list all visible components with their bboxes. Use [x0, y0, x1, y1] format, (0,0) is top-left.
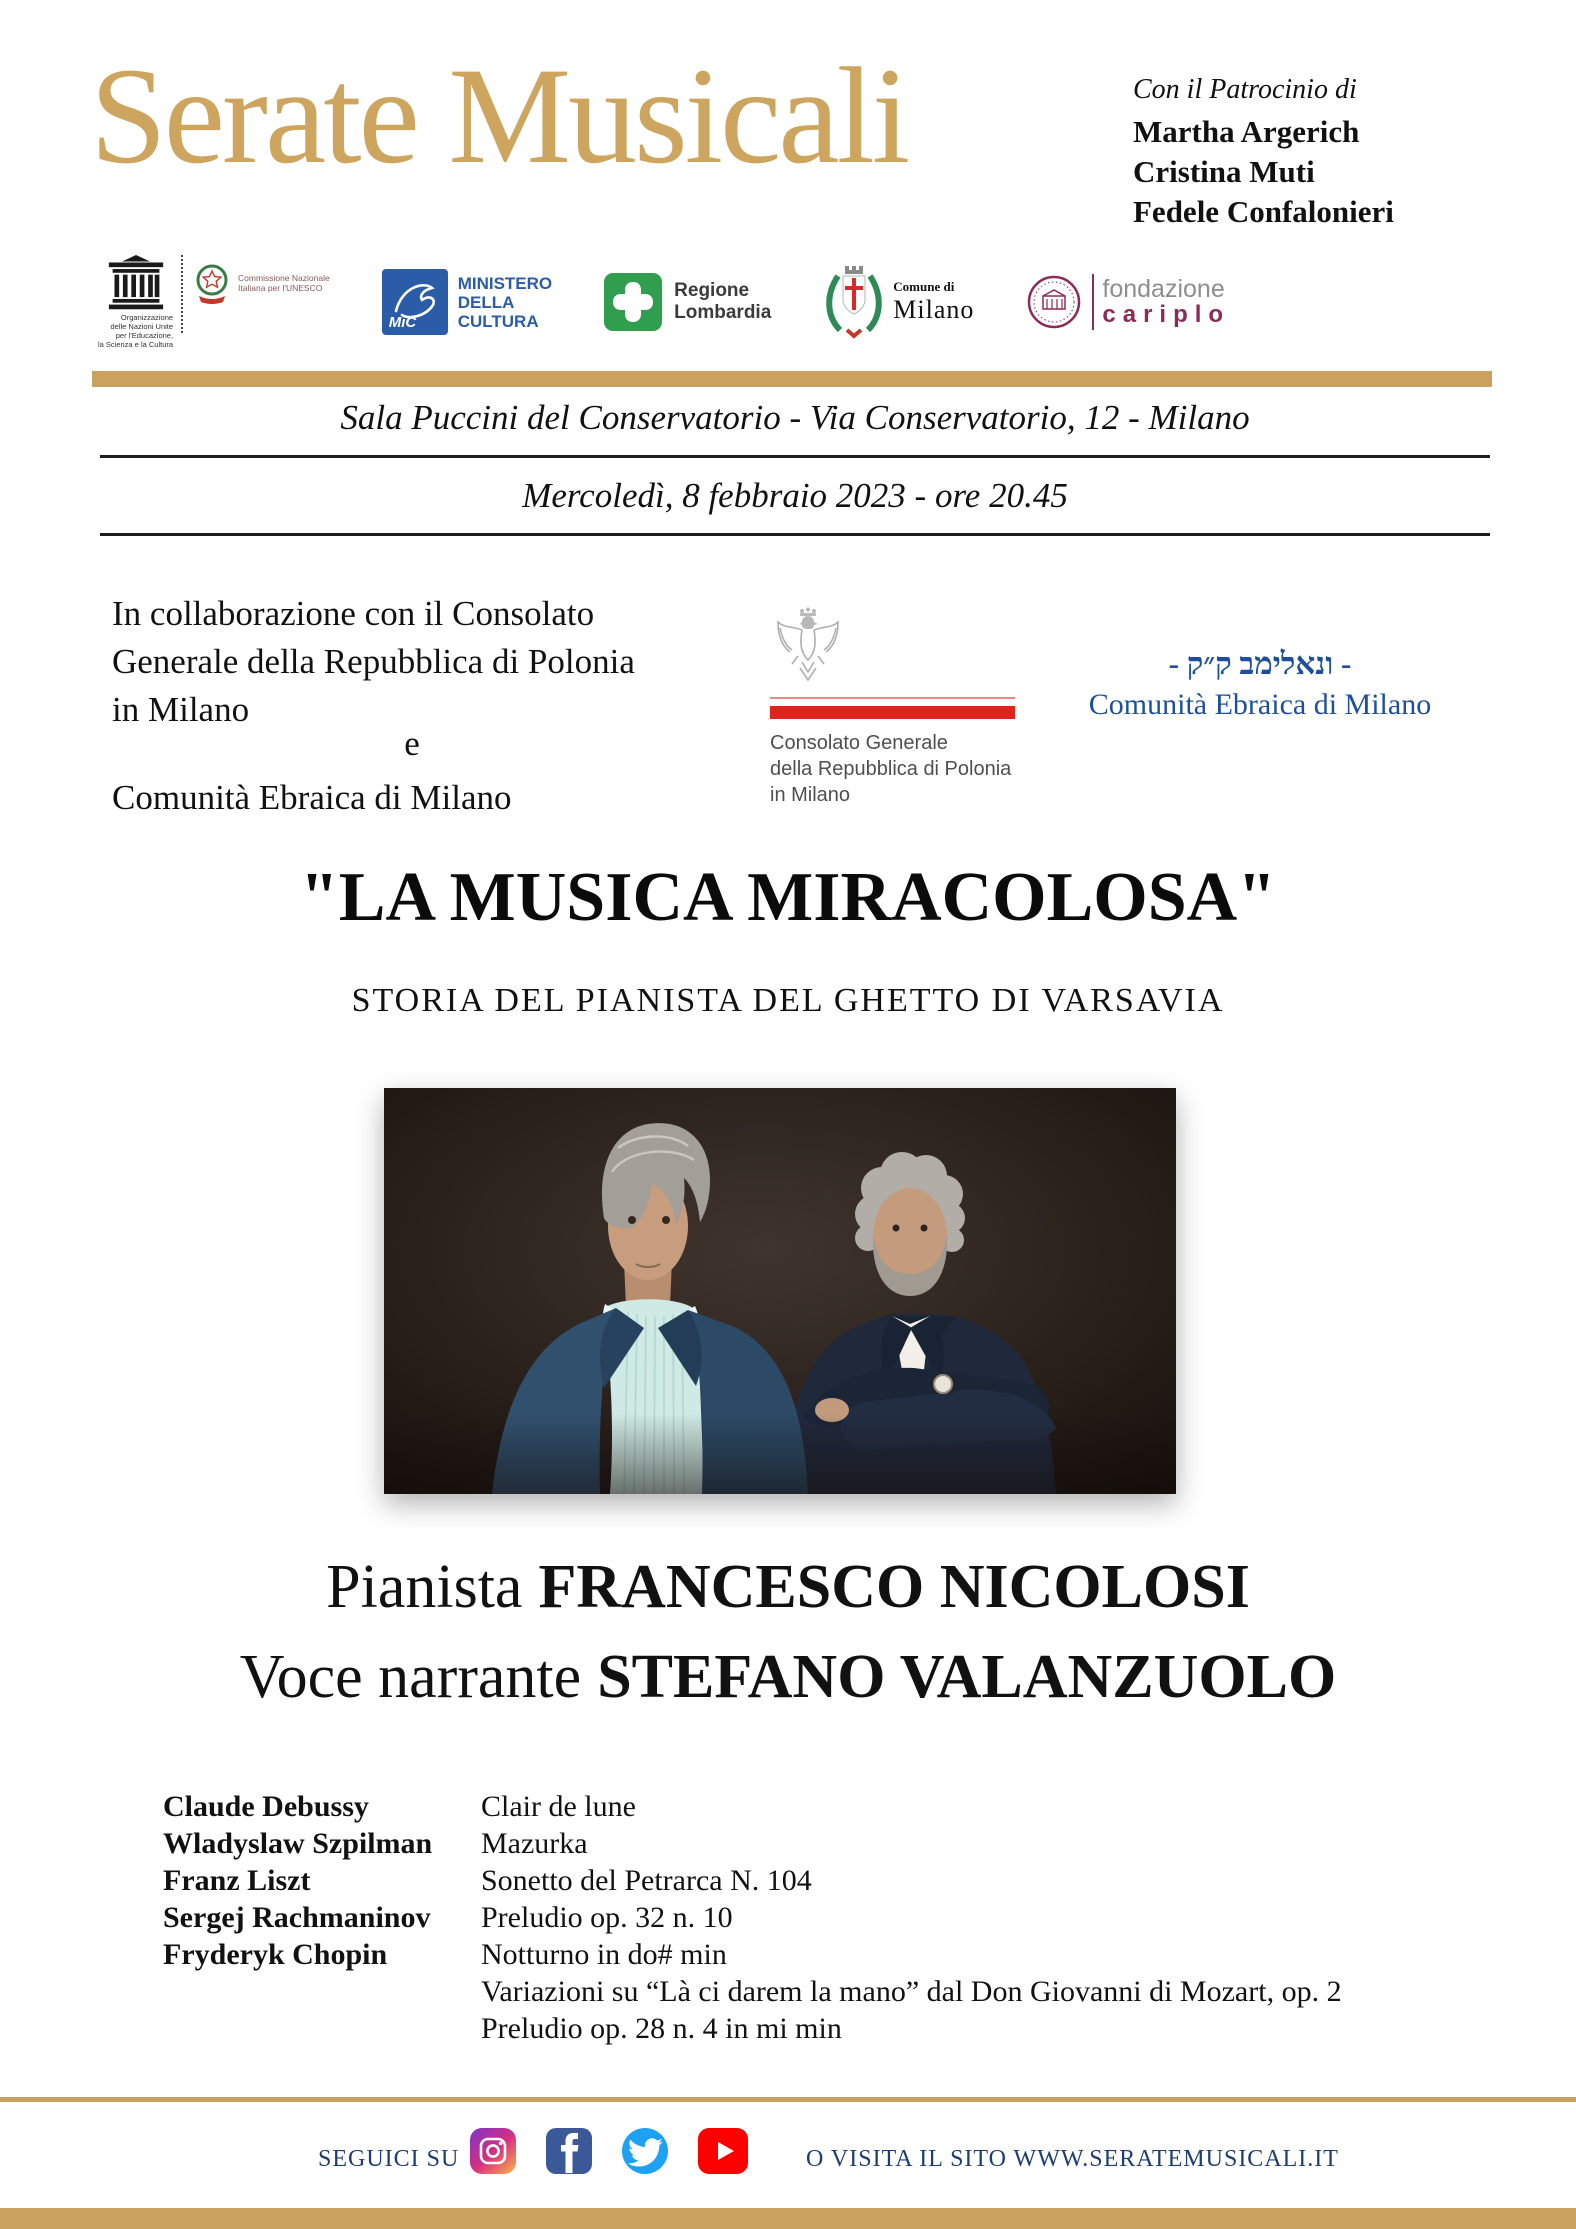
- divider-rule: [100, 533, 1490, 536]
- program-list: [163, 1788, 1342, 2047]
- program-piece: Variazioni su “Là ci darem la mano” dal Don Giovanni di Mozart, op. 2: [481, 1975, 1342, 2008]
- gold-rule-footer: [0, 2097, 1576, 2102]
- collaboration-text: In collaborazione con il Consolato Generale della Repubblica di Polonia in Milano: [112, 594, 635, 729]
- partner-logos-row: [98, 256, 1230, 348]
- performer-role: Pianista: [326, 1553, 523, 1621]
- performer-role: Voce narrante: [239, 1643, 582, 1711]
- comunita-ebraica-logo: [1080, 646, 1440, 722]
- social-icons-row: [470, 2128, 748, 2174]
- italy-emblem-icon: [191, 261, 233, 307]
- unesco-org-text: per l'Educazione,: [115, 331, 174, 340]
- unesco-commission-text: Italiana per l'UNESCO: [238, 283, 323, 293]
- comune-label: Comune di: [893, 279, 955, 294]
- program-piece: Notturno in do# min: [481, 1938, 727, 1971]
- mic-badge-label: MiC: [388, 314, 417, 331]
- comune-label: Milano: [893, 295, 975, 324]
- program-piece: Preludio op. 32 n. 10: [481, 1901, 733, 1934]
- event-title: "LA MUSICA MIRACOLOSA": [299, 859, 1277, 936]
- cariplo-label: fondazione: [1102, 275, 1225, 303]
- cariplo-divider: [1092, 274, 1094, 330]
- program-piece: Sonetto del Petrarca N. 104: [481, 1864, 812, 1897]
- unesco-org-text: delle Nazioni Unite: [110, 322, 174, 331]
- gold-rule-top: [92, 371, 1492, 387]
- instagram-icon[interactable]: [470, 2128, 516, 2174]
- comunita-ebraica-label: Comunità Ebraica di Milano: [1088, 688, 1432, 721]
- program-composer: Franz Liszt: [163, 1864, 311, 1897]
- unesco-commission-text: Commissione Nazionale: [238, 273, 330, 283]
- event-subtitle: STORIA DEL PIANISTA DEL GHETTO DI VARSAVIA: [351, 982, 1225, 1019]
- rosa-camuna-icon: [604, 273, 662, 331]
- regione-label: Regione: [674, 280, 750, 301]
- unesco-logo: [98, 255, 330, 349]
- ministero-label: MINISTERO: [457, 273, 553, 293]
- follow-us-label: SEGUICI SU: [318, 2146, 460, 2172]
- program-composer: Sergej Rachmaninov: [163, 1901, 431, 1934]
- website-label: O VISITA IL SITO WWW.SERATEMUSICALI.IT: [806, 2146, 1339, 2172]
- twitter-icon[interactable]: [622, 2128, 668, 2174]
- program-composer: [163, 1973, 481, 2010]
- venue-line: Sala Puccini del Conservatorio - Via Conservatorio, 12 - Milano: [340, 398, 1250, 437]
- divider-rule: [100, 455, 1490, 458]
- program-piece: Mazurka: [481, 1827, 588, 1860]
- performer-line-pianist: [0, 1552, 1576, 1623]
- cariplo-label: cariplo: [1102, 301, 1231, 328]
- patron-name: Martha Argerich: [1133, 114, 1360, 149]
- unesco-org-text: Organizzazione: [120, 313, 174, 322]
- cariplo-seal-icon: [1026, 274, 1082, 330]
- comune-milano-logo: [823, 264, 974, 340]
- gold-band-bottom: [0, 2208, 1576, 2229]
- milano-crest-icon: [823, 264, 885, 340]
- program-composer: [163, 2010, 481, 2047]
- collaboration-second-partner: Comunità Ebraica di Milano: [112, 778, 512, 817]
- youtube-icon[interactable]: [698, 2128, 748, 2174]
- ministero-label: DELLA: [457, 292, 515, 312]
- unesco-org-text: la Scienza e la Cultura: [98, 340, 174, 349]
- patron-name: Fedele Confalonieri: [1133, 194, 1394, 229]
- ministero-label: CULTURA: [457, 311, 539, 331]
- performers-photo: [384, 1088, 1176, 1494]
- regione-lombardia-logo: [604, 273, 771, 331]
- serate-musicali-logo: Serate Musicali: [90, 39, 908, 192]
- ministero-cultura-logo: [382, 269, 552, 335]
- datetime-line: Mercoledì, 8 febbraio 2023 - ore 20.45: [522, 476, 1068, 515]
- hebrew-text: - ק״ק במילאנו -: [1168, 646, 1352, 681]
- mic-icon: [382, 269, 448, 335]
- polish-eagle-icon: [772, 606, 844, 684]
- polish-flag-thin-stripe: [770, 697, 1015, 699]
- unesco-dotted-divider: [181, 255, 183, 333]
- program-composer: Fryderyk Chopin: [163, 1938, 388, 1971]
- patron-name: Cristina Muti: [1133, 154, 1315, 189]
- program-composer: Claude Debussy: [163, 1790, 369, 1823]
- program-composer: Wladyslaw Szpilman: [163, 1827, 433, 1860]
- patronage-block: [1133, 74, 1394, 232]
- patronage-label: Con il Patrocinio di: [1133, 74, 1357, 105]
- collaboration-conjunction: e: [404, 724, 420, 763]
- program-piece: Preludio op. 28 n. 4 in mi min: [481, 2012, 842, 2045]
- unesco-temple-icon: [106, 255, 166, 313]
- program-piece: Clair de lune: [481, 1790, 636, 1823]
- performer-name: FRANCESCO NICOLOSI: [538, 1553, 1250, 1621]
- fondazione-cariplo-logo: [1026, 274, 1230, 330]
- regione-label: Lombardia: [674, 302, 772, 323]
- polish-flag-stripe: [770, 706, 1015, 719]
- performer-name: STEFANO VALANZUOLO: [597, 1643, 1337, 1711]
- facebook-icon[interactable]: [546, 2128, 592, 2174]
- performer-line-narrator: [0, 1642, 1576, 1713]
- consulate-caption: Consolato Generale della Repubblica di Polonia in Milano: [770, 732, 1012, 806]
